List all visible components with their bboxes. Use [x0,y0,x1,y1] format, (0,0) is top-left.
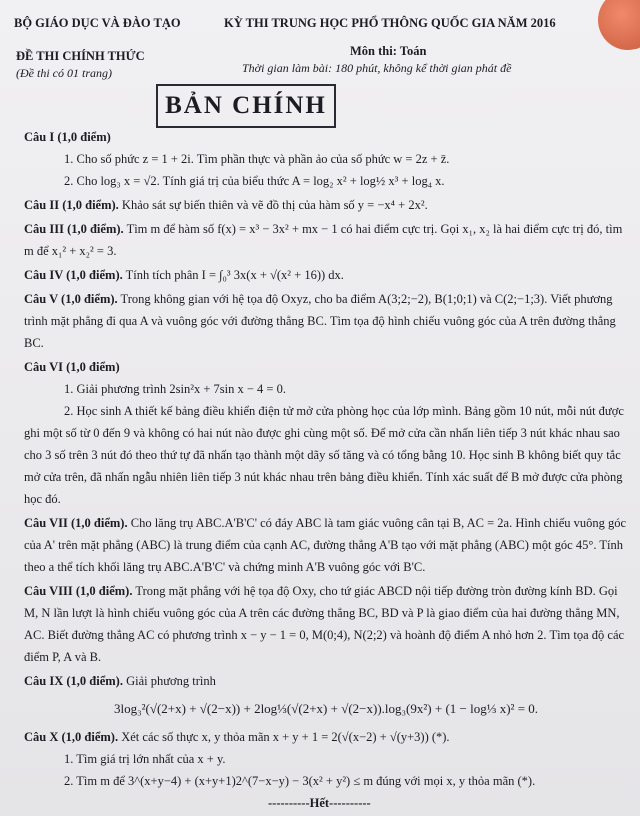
question-2 [24,194,628,216]
question-6-part-2: 2. Học sinh A thiết kế bảng điều khiển điện tử mở cửa phòng học của lớp mình. Bảng gồm 10 nút, mỗi nút được ghi một số từ 0 đến 9 và không có hai nút nào được ghi cùng một số. Để mở cửa cần nhấn liên tiếp 3 nút khác nhau sao cho 3 số trên 3 nút đó theo thứ tự đã nhấn tạo thành một dãy số tăng và có tổng bằng 10. Học sinh B không biết quy tắc mở cửa trên, đã nhấn ngẫu nhiên liên tiếp 3 nút khác nhau trên bảng điều khiển. Tính xác suất để B mở được cửa phòng học đó. [24,404,624,506]
exam-title: KỲ THI TRUNG HỌC PHỔ THÔNG QUỐC GIA NĂM 2016 [224,16,556,30]
question-7-title: Câu VII (1,0 điểm). [24,516,128,530]
question-9 [24,670,628,720]
question-8-text: Trong mặt phẳng với hệ tọa độ Oxy, cho tứ giác ABCD nội tiếp đường tròn đường kính BD. Gọi M, N lần lượt là hình chiếu vuông góc của A trên các đường thẳng BC, BD và P là giao điểm của hai đường thẳng MN, AC. Biết đường thẳng AC có phương trình x − y − 1 = 0, M(0;4), N(2;2) và hoành độ điểm A nhỏ hơn 2. Tìm tọa độ các điểm P, A và B. [24,584,625,664]
question-10-part-1: 1. Tìm giá trị lớn nhất của x + y. [64,752,226,766]
original-stamp: BẢN CHÍNH [156,84,336,128]
question-8-title: Câu VIII (1,0 điểm). [24,584,133,598]
exam-body [24,126,628,794]
question-9-text: Giải phương trình [126,674,216,688]
question-9-title: Câu IX (1,0 điểm). [24,674,123,688]
question-10-part-2: 2. Tìm m để 3^(x+y−4) + (x+y+1)2^(7−x−y) − 3(x² + y²) ≤ m đúng với mọi x, y thỏa mãn (*). [64,774,536,788]
question-6-title: Câu VI (1,0 điểm) [24,360,120,374]
question-8 [24,580,628,668]
question-6 [24,356,628,510]
question-1-part-2: 2. Cho log₃ x = √2. Tính giá trị của biểu thức A = log₂ x² + log½ x³ + log₄ x. [64,174,445,188]
question-6-part-1: 1. Giải phương trình 2sin²x + 7sin x − 4 = 0. [64,382,286,396]
question-5-text: Trong không gian với hệ tọa độ Oxyz, cho ba điểm A(3;2;−2), B(1;0;1) và C(2;−1;3). Viết phương trình mặt phẳng đi qua A và vuông góc với đường thẳng BC. Tìm tọa độ hình chiếu vuông góc của A trên đường thẳng BC. [24,292,616,350]
subject: Môn thi: Toán [350,44,427,58]
question-7 [24,512,628,578]
question-7-text: Cho lăng trụ ABC.A'B'C' có đáy ABC là tam giác vuông cân tại B, AC = 2a. Hình chiếu vuông góc của A' trên mặt phẳng (ABC) là trung điểm của cạnh AC, đường thẳng A'B tạo với mặt phẳng (ABC) một góc 45°. Tính theo a thể tích khối lăng trụ ABC.A'B'C' và chứng minh A'B vuông góc với B'C. [24,516,627,574]
question-5 [24,288,628,354]
finger-photo-edge [598,0,640,50]
question-4-text: Tính tích phân I = ∫₀³ 3x(x + √(x² + 16)) dx. [125,268,344,282]
question-9-equation: 3log₃²(√(2+x) + √(2−x)) + 2log⅓(√(2+x) + √(2−x)).log₃(9x²) + (1 − log⅓ x)² = 0. [113,701,539,716]
question-1-title: Câu I (1,0 điểm) [24,130,111,144]
question-2-title: Câu II (1,0 điểm). [24,198,119,212]
question-10-text: Xét các số thực x, y thỏa mãn x + y + 1 = 2(√(x−2) + √(y+3)) (*). [121,730,450,744]
question-4 [24,264,628,286]
question-10-title: Câu X (1,0 điểm). [24,730,119,744]
question-1-part-1: 1. Cho số phức z = 1 + 2i. Tìm phần thực và phần ảo của số phức w = 2z + z̄. [64,152,450,166]
official-label: ĐỀ THI CHÍNH THỨC [16,49,145,63]
ministry-name: BỘ GIÁO DỤC VÀ ĐÀO TẠO [14,16,181,30]
question-2-text: Khảo sát sự biến thiên và vẽ đồ thị của hàm số y = −x⁴ + 2x². [121,198,428,212]
page-count: (Đề thi có 01 trang) [16,66,112,80]
question-1 [24,126,628,192]
question-3-text: Tìm m để hàm số f(x) = x³ − 3x² + mx − 1 có hai điểm cực trị. Gọi x₁, x₂ là hai điểm cực trị đó, tìm m để x₁² + x₂² = 3. [24,222,623,258]
question-5-title: Câu V (1,0 điểm). [24,292,118,306]
time-limit: Thời gian làm bài: 180 phút, không kể thời gian phát đề [242,61,512,75]
question-10 [24,726,628,792]
question-4-title: Câu IV (1,0 điểm). [24,268,123,282]
question-3 [24,218,628,262]
end-marker: ----------Hết---------- [268,796,371,810]
question-3-title: Câu III (1,0 điểm). [24,222,124,236]
